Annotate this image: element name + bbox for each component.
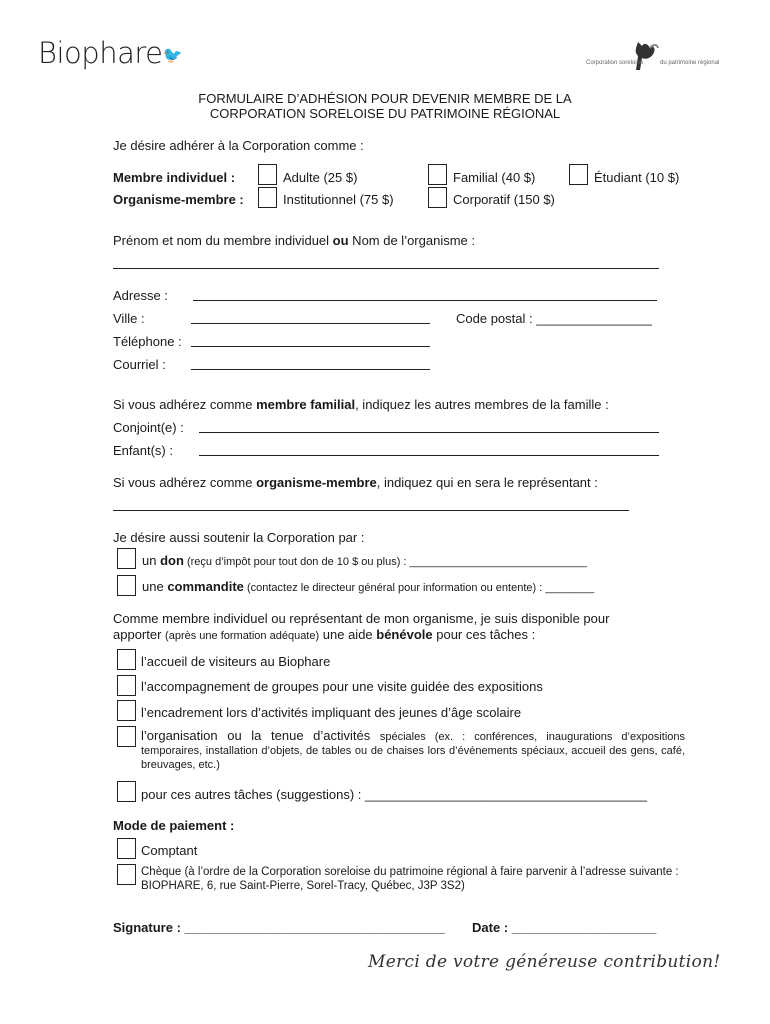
volunteer-line2 <box>113 627 535 642</box>
sponsorship-bold: commandite <box>167 579 244 594</box>
family-prompt-pre: Si vous adhérez comme <box>113 397 257 412</box>
org-prompt <box>113 475 598 490</box>
closing-message: Merci de votre généreuse contribution! <box>368 952 721 972</box>
volunteer-events-main: l’organisation ou la tenue d’activités <box>141 728 380 743</box>
student-checkbox[interactable] <box>569 164 588 185</box>
org-prompt-pre: Si vous adhérez comme <box>113 475 257 490</box>
volunteer-reception-label: l’accueil de visiteurs au Biophare <box>141 654 331 669</box>
org-prompt-bold: organisme-membre <box>256 475 377 490</box>
donation-note: (reçu d’impôt pour tout don de 10 $ ou plus) : _____________________________ <box>183 556 587 568</box>
sponsorship-checkbox[interactable] <box>117 575 136 596</box>
volunteer-youth-checkbox[interactable] <box>117 700 136 721</box>
phone-field[interactable] <box>191 346 430 347</box>
family-option: Familial (40 $) <box>453 170 536 185</box>
postal-code-field[interactable]: Code postal : ________________ <box>456 311 652 326</box>
signature-field[interactable]: Signature : ____________________________________ <box>113 920 445 935</box>
intro-text: Je désire adhérer à la Corporation comme : <box>113 138 364 153</box>
sponsorship-option <box>142 579 594 594</box>
representative-field[interactable] <box>113 510 629 511</box>
adult-option: Adulte (25 $) <box>283 170 358 185</box>
volunteer-line1: Comme membre individuel ou représentant de mon organisme, je suis disponible pour <box>113 611 610 626</box>
volunteer-guide-checkbox[interactable] <box>117 675 136 696</box>
corporation-logo <box>586 40 720 80</box>
children-field[interactable] <box>199 455 659 456</box>
corp-left-text: Corporation soreloise <box>586 60 644 66</box>
family-checkbox[interactable] <box>428 164 447 185</box>
name-field[interactable] <box>113 268 659 269</box>
volunteer-post: pour ces tâches : <box>432 627 536 642</box>
city-label: Ville : <box>113 311 145 326</box>
volunteer-youth-label: l’encadrement lors d’activités impliquant des jeunes d’âge scolaire <box>141 705 522 720</box>
corp-right-text: du patrimoine régional <box>660 60 720 66</box>
bird-icon: 🐦 <box>162 45 182 65</box>
spouse-field[interactable] <box>199 432 659 433</box>
biophare-logo <box>38 36 182 70</box>
address-label: Adresse : <box>113 288 168 303</box>
spouse-label: Conjoint(e) : <box>113 420 184 435</box>
volunteer-bold: bénévole <box>376 627 433 642</box>
volunteer-events-label <box>141 729 685 772</box>
donation-checkbox[interactable] <box>117 548 136 569</box>
form-title-line2: CORPORATION SORELOISE DU PATRIMOINE RÉGIONAL <box>209 106 561 121</box>
volunteer-events-checkbox[interactable] <box>117 726 136 747</box>
volunteer-small: (après une formation adéquate) <box>165 630 320 642</box>
volunteer-reception-checkbox[interactable] <box>117 649 136 670</box>
donation-pre: un <box>142 553 161 568</box>
org-member-label: Organisme-membre : <box>113 192 244 207</box>
student-option: Étudiant (10 $) <box>594 170 680 185</box>
corporate-option: Corporatif (150 $) <box>453 192 555 207</box>
cash-label: Comptant <box>141 843 198 858</box>
cash-checkbox[interactable] <box>117 838 136 859</box>
corporate-checkbox[interactable] <box>428 187 447 208</box>
children-label: Enfant(s) : <box>113 443 173 458</box>
city-field[interactable] <box>191 323 430 324</box>
logo-text: Biophare <box>38 36 163 70</box>
org-prompt-post: , indiquez qui en sera le représentant : <box>376 475 598 490</box>
email-label: Courriel : <box>113 357 166 372</box>
donation-bold: don <box>160 553 184 568</box>
volunteer-pre: apporter <box>113 627 166 642</box>
rooster-icon <box>630 40 660 72</box>
support-intro: Je désire aussi soutenir la Corporation par : <box>113 530 365 545</box>
name-prompt <box>113 233 475 248</box>
name-prompt-pre: Prénom et nom du membre individuel <box>113 233 333 248</box>
payment-heading: Mode de paiement : <box>113 818 235 833</box>
individual-member-label: Membre individuel : <box>113 170 236 185</box>
donation-option <box>142 553 587 568</box>
date-field[interactable]: Date : ____________________ <box>472 920 657 935</box>
cheque-checkbox[interactable] <box>117 864 136 885</box>
address-field[interactable] <box>193 300 657 301</box>
volunteer-guide-label: l’accompagnement de groupes pour une visite guidée des expositions <box>141 679 543 694</box>
sponsorship-pre: une <box>142 579 168 594</box>
form-title-line1: FORMULAIRE D’ADHÉSION POUR DEVENIR MEMBRE DE LA <box>198 91 572 106</box>
institutional-option: Institutionnel (75 $) <box>283 192 394 207</box>
email-field[interactable] <box>191 369 430 370</box>
family-prompt <box>113 397 609 412</box>
family-prompt-bold: membre familial <box>256 397 356 412</box>
institutional-checkbox[interactable] <box>258 187 277 208</box>
sponsorship-note: (contactez le directeur général pour information ou entente) : ________ <box>243 582 595 594</box>
name-prompt-post: Nom de l’organisme : <box>348 233 476 248</box>
volunteer-other-checkbox[interactable] <box>117 781 136 802</box>
cheque-label <box>141 865 691 893</box>
volunteer-events-rest: spéciales (ex. : conférences, inaugurations d’expositions temporaires, installation d’objets, de tables ou de chaises lors d’événements spéciaux, accueil des gens, café, breuvages, etc.) <box>141 731 685 771</box>
phone-label: Téléphone : <box>113 334 182 349</box>
family-prompt-post: , indiquez les autres membres de la famille : <box>355 397 609 412</box>
volunteer-other-label: pour ces autres tâches (suggestions) : _______________________________________ <box>141 787 647 802</box>
adult-checkbox[interactable] <box>258 164 277 185</box>
name-prompt-or: ou <box>332 233 349 248</box>
cheque-text: Chèque (à l’ordre de la Corporation soreloise du patrimoine régional à faire parvenir à l’adresse suivante : BIOPHARE, 6, rue Saint-Pierre, Sorel-Tracy, Québec, J3P 3S2) <box>141 866 679 892</box>
volunteer-mid: une aide <box>319 627 377 642</box>
